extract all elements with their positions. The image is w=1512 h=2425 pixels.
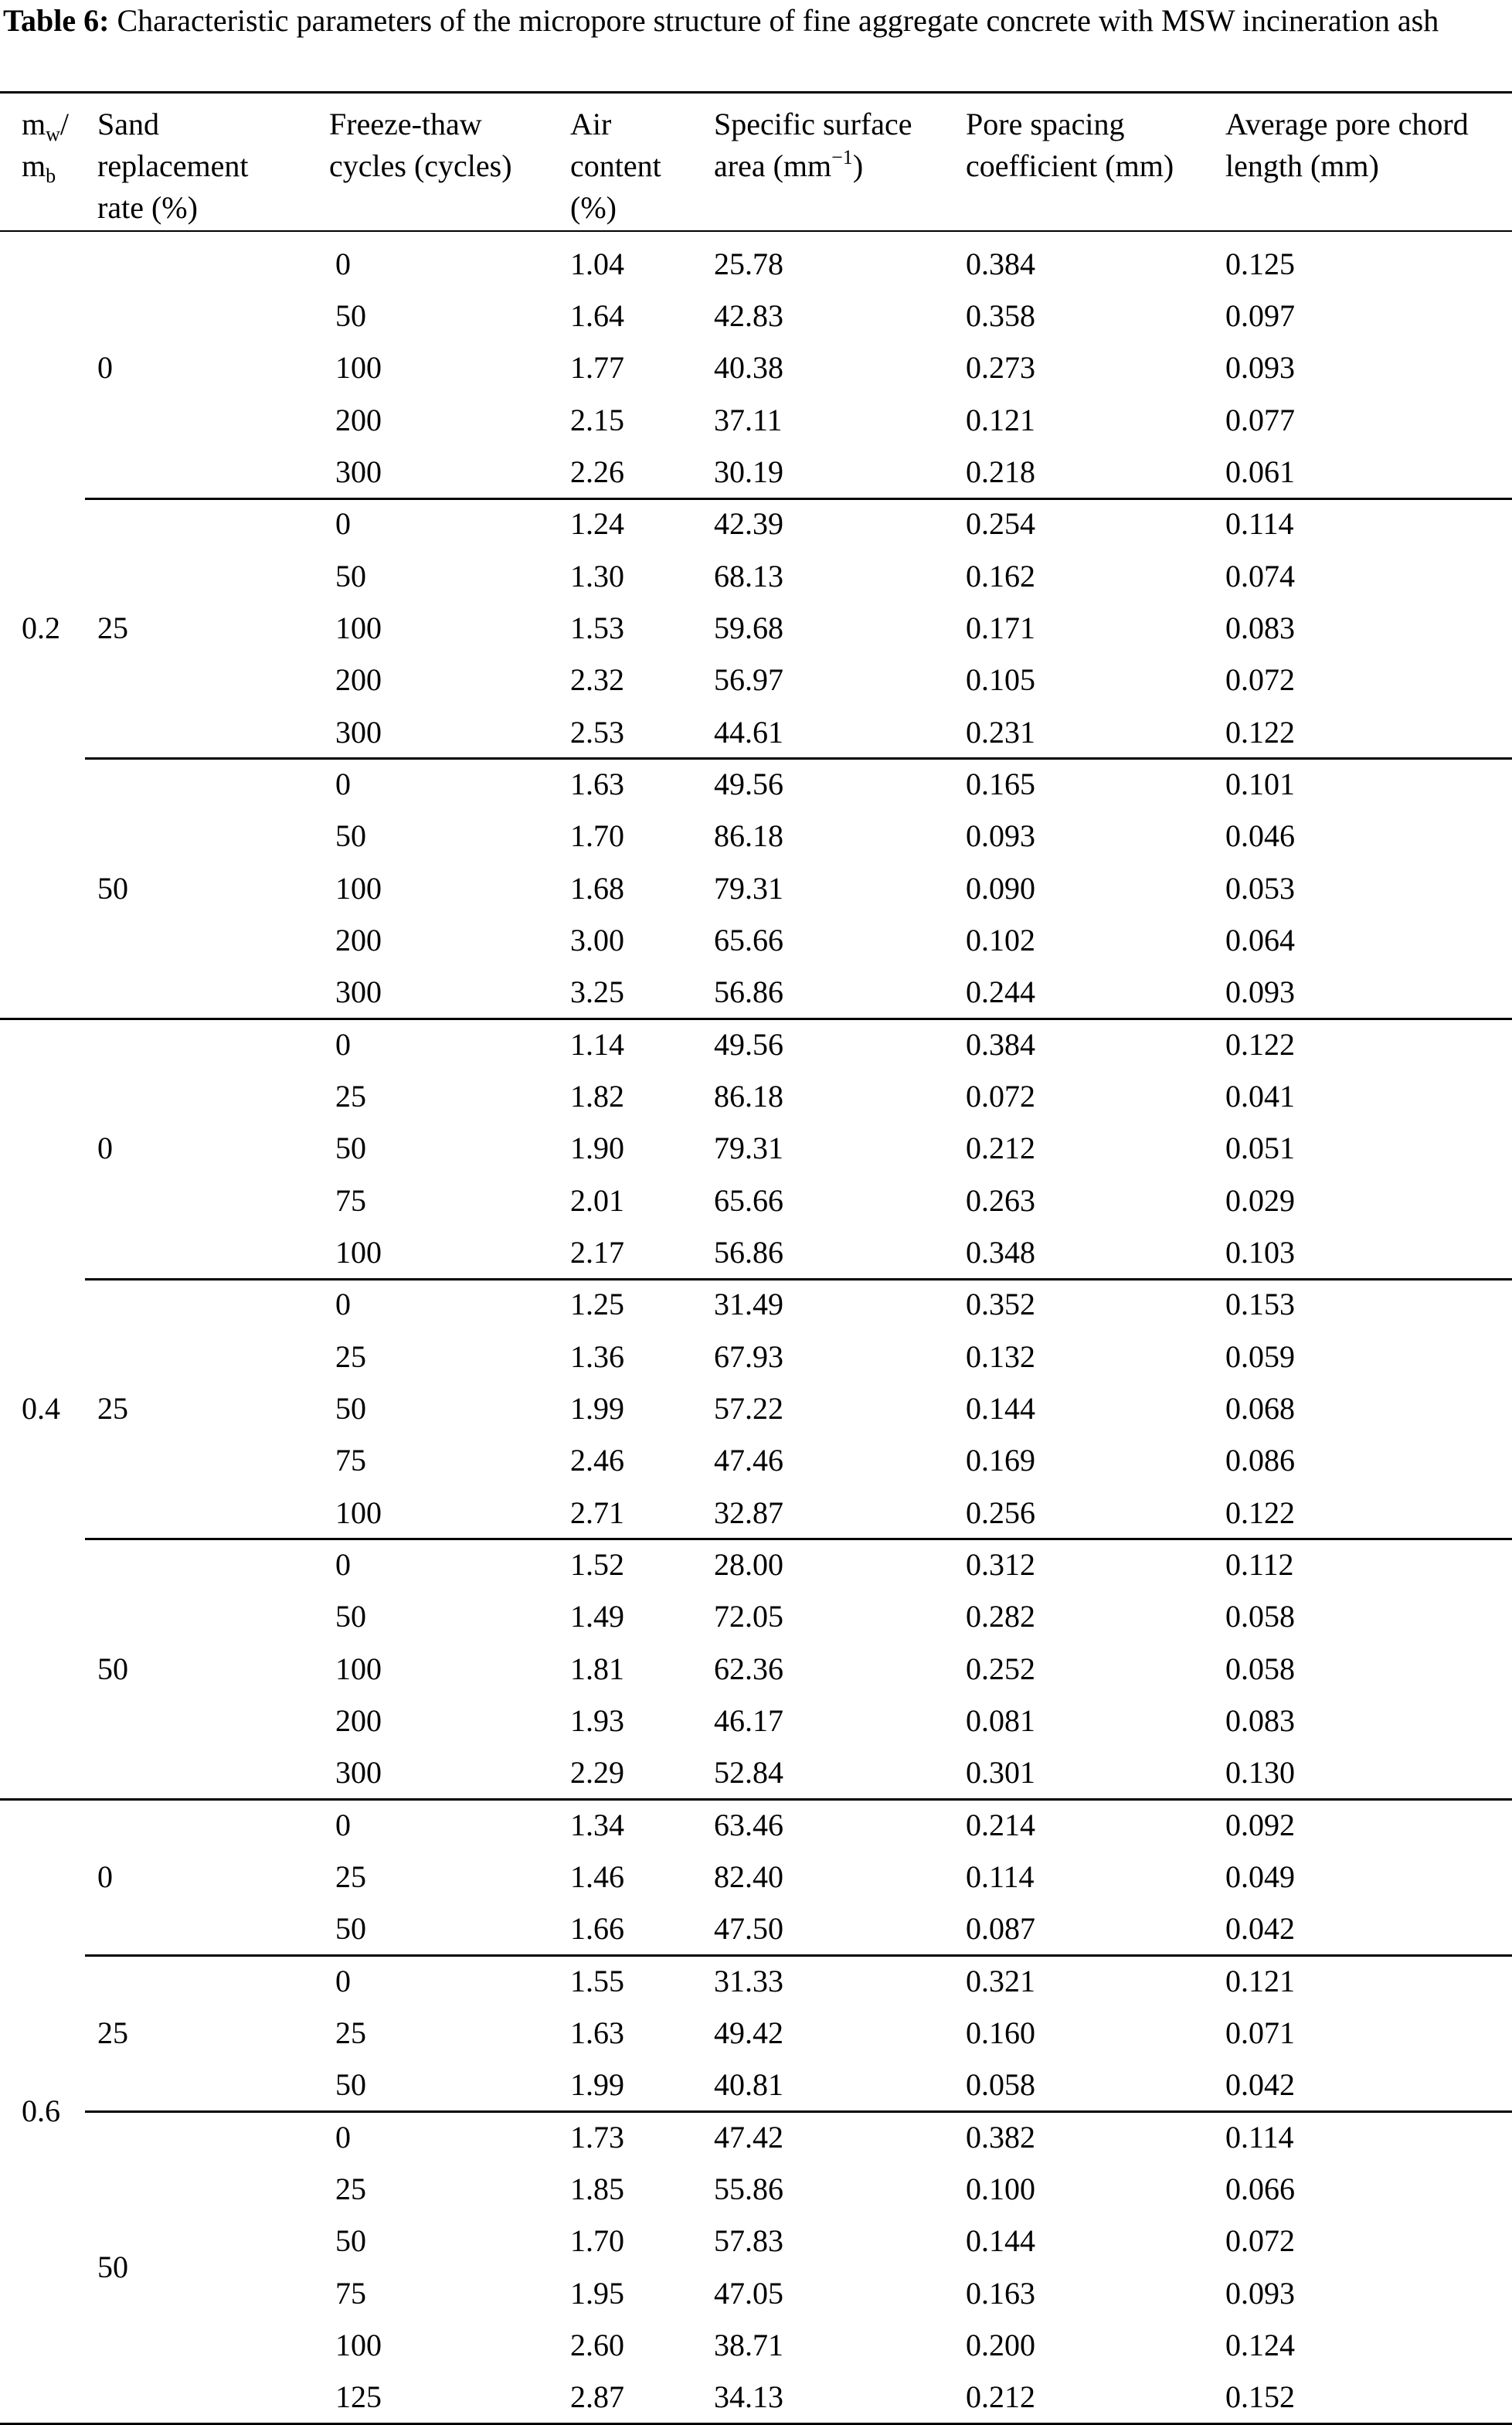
cell-cycles: 100 xyxy=(335,870,382,906)
cell-sand-replacement: 50 xyxy=(97,2249,128,2284)
cell-pore-spacing: 0.169 xyxy=(966,1443,1035,1478)
cell-air-content: 1.85 xyxy=(570,2171,624,2206)
cell-chord-length: 0.071 xyxy=(1225,2015,1295,2050)
cell-pore-spacing: 0.102 xyxy=(966,923,1035,957)
cell-specific-surface: 62.36 xyxy=(714,1651,783,1686)
cell-specific-surface: 49.56 xyxy=(714,767,783,801)
header-specific-surface: Specific surface area $(mm^{-1})$ xyxy=(714,107,912,183)
cell-air-content: 1.14 xyxy=(570,1026,624,1062)
cell-pore-spacing: 0.218 xyxy=(966,454,1035,489)
cell-chord-length: 0.124 xyxy=(1225,2327,1295,2362)
cell-chord-length: 0.122 xyxy=(1225,1495,1295,1530)
cell-specific-surface: 37.11 xyxy=(714,402,783,437)
cell-sand-replacement: 25 xyxy=(97,2015,128,2050)
cell-sand-replacement: 0 xyxy=(97,350,113,386)
cell-chord-length: 0.061 xyxy=(1225,454,1295,489)
cell-chord-length: 0.077 xyxy=(1225,402,1295,437)
cell-pore-spacing: 0.144 xyxy=(966,2223,1035,2259)
cell-pore-spacing: 0.282 xyxy=(966,1599,1035,1634)
cell-air-content: 2.01 xyxy=(570,1182,624,1218)
cell-specific-surface: 72.05 xyxy=(714,1599,783,1634)
table-caption-text: Characteristic parameters of the micropore structure of fine aggregate concrete with MSW incineration ash xyxy=(117,3,1439,38)
header-freeze-thaw: Freeze-thaw cycles (cycles) xyxy=(329,107,512,183)
cell-specific-surface: 40.81 xyxy=(714,2067,783,2103)
cell-air-content: 2.15 xyxy=(570,402,624,437)
cell-cycles: 50 xyxy=(335,1131,366,1166)
cell-chord-length: 0.103 xyxy=(1225,1234,1295,1270)
cell-chord-length: 0.041 xyxy=(1225,1078,1295,1114)
cell-air-content: 1.25 xyxy=(570,1287,624,1322)
cell-chord-length: 0.092 xyxy=(1225,1807,1295,1842)
cell-cycles: 200 xyxy=(335,923,382,957)
cell-pore-spacing: 0.273 xyxy=(966,350,1035,386)
cell-air-content: 1.99 xyxy=(570,2067,624,2103)
cell-specific-surface: 63.46 xyxy=(714,1807,783,1842)
cell-specific-surface: 82.40 xyxy=(714,1859,783,1894)
cell-cycles: 100 xyxy=(335,611,382,645)
cell-chord-length: 0.066 xyxy=(1225,2171,1295,2206)
cell-specific-surface: 28.00 xyxy=(714,1546,783,1582)
cell-chord-length: 0.068 xyxy=(1225,1390,1295,1426)
cell-pore-spacing: 0.244 xyxy=(966,974,1035,1010)
cell-cycles: 0 xyxy=(335,767,351,801)
cell-air-content: 1.46 xyxy=(570,1859,624,1894)
cell-specific-surface: 25.78 xyxy=(714,246,783,281)
cell-cycles: 75 xyxy=(335,2275,366,2311)
cell-specific-surface: 57.83 xyxy=(714,2223,783,2259)
cell-specific-surface: 86.18 xyxy=(714,1078,783,1114)
cell-pore-spacing: 0.212 xyxy=(966,2379,1035,2415)
cell-pore-spacing: 0.090 xyxy=(966,870,1035,906)
cell-pore-spacing: 0.321 xyxy=(966,1963,1035,1998)
cell-chord-length: 0.093 xyxy=(1225,974,1295,1010)
cell-specific-surface: 47.50 xyxy=(714,1911,783,1947)
cell-chord-length: 0.064 xyxy=(1225,923,1295,957)
cell-chord-length: 0.101 xyxy=(1225,767,1295,801)
cell-chord-length: 0.058 xyxy=(1225,1599,1295,1634)
subgroup-rule xyxy=(85,2110,1512,2113)
cell-cycles: 200 xyxy=(335,402,382,437)
cell-cycles: 25 xyxy=(335,2171,366,2206)
cell-chord-length: 0.029 xyxy=(1225,1182,1295,1218)
cell-pore-spacing: 0.200 xyxy=(966,2327,1035,2362)
cell-cycles: 125 xyxy=(335,2379,382,2415)
cell-cycles: 100 xyxy=(335,1651,382,1686)
cell-air-content: 2.46 xyxy=(570,1443,624,1478)
cell-chord-length: 0.121 xyxy=(1225,1963,1295,1998)
cell-cycles: 300 xyxy=(335,454,382,489)
cell-chord-length: 0.122 xyxy=(1225,1026,1295,1062)
table-bottom-rule xyxy=(0,2423,1512,2425)
cell-cycles: 50 xyxy=(335,1390,366,1426)
cell-cycles: 0 xyxy=(335,506,351,542)
header-air-content: Air content (%) xyxy=(570,107,661,225)
cell-pore-spacing: 0.058 xyxy=(966,2067,1035,2103)
cell-cycles: 50 xyxy=(335,2223,366,2259)
cell-cycles: 75 xyxy=(335,1443,366,1478)
cell-pore-spacing: 0.384 xyxy=(966,246,1035,281)
cell-cycles: 300 xyxy=(335,974,382,1010)
cell-specific-surface: 34.13 xyxy=(714,2379,783,2415)
cell-sand-replacement: 25 xyxy=(97,1390,128,1426)
cell-air-content: 2.53 xyxy=(570,714,624,750)
cell-air-content: 1.64 xyxy=(570,298,624,333)
cell-air-content: 1.95 xyxy=(570,2275,624,2311)
cell-specific-surface: 57.22 xyxy=(714,1390,783,1426)
cell-pore-spacing: 0.252 xyxy=(966,1651,1035,1686)
cell-pore-spacing: 0.358 xyxy=(966,298,1035,333)
cell-air-content: 2.60 xyxy=(570,2327,624,2362)
cell-chord-length: 0.093 xyxy=(1225,2275,1295,2311)
cell-specific-surface: 67.93 xyxy=(714,1338,783,1374)
group-rule xyxy=(0,1798,1512,1801)
cell-pore-spacing: 0.312 xyxy=(966,1546,1035,1582)
cell-air-content: 1.70 xyxy=(570,818,624,854)
cell-pore-spacing: 0.214 xyxy=(966,1807,1035,1842)
cell-air-content: 1.68 xyxy=(570,870,624,906)
subgroup-rule xyxy=(85,1954,1512,1957)
cell-air-content: 1.49 xyxy=(570,1599,624,1634)
cell-sand-replacement: 50 xyxy=(97,1651,128,1686)
cell-cycles: 25 xyxy=(335,1078,366,1114)
cell-sand-replacement: 25 xyxy=(97,611,128,645)
subgroup-rule xyxy=(85,1278,1512,1281)
cell-air-content: 3.25 xyxy=(570,974,624,1010)
cell-air-content: 1.73 xyxy=(570,2119,624,2155)
subgroup-rule xyxy=(85,757,1512,760)
cell-air-content: 1.34 xyxy=(570,1807,624,1842)
cell-cycles: 50 xyxy=(335,1599,366,1634)
cell-air-content: 1.77 xyxy=(570,350,624,386)
cell-pore-spacing: 0.384 xyxy=(966,1026,1035,1062)
cell-specific-surface: 68.13 xyxy=(714,558,783,593)
cell-air-content: 1.90 xyxy=(570,1131,624,1166)
cell-chord-length: 0.058 xyxy=(1225,1651,1295,1686)
cell-specific-surface: 56.86 xyxy=(714,974,783,1010)
cell-air-content: 1.81 xyxy=(570,1651,624,1686)
cell-cycles: 300 xyxy=(335,714,382,750)
cell-cycles: 50 xyxy=(335,298,366,333)
cell-cycles: 50 xyxy=(335,2067,366,2103)
table-caption xyxy=(3,0,1510,42)
cell-cycles: 50 xyxy=(335,1911,366,1947)
cell-specific-surface: 47.05 xyxy=(714,2275,783,2311)
cell-ratio: 0.2 xyxy=(22,611,60,645)
header-ratio: $m_w/$ $m_b$ xyxy=(22,107,70,187)
cell-pore-spacing: 0.114 xyxy=(966,1859,1035,1894)
header-pore-spacing: Pore spacing coefficient (mm) xyxy=(966,107,1174,183)
cell-specific-surface: 38.71 xyxy=(714,2327,783,2362)
cell-air-content: 1.63 xyxy=(570,2015,624,2050)
cell-chord-length: 0.153 xyxy=(1225,1287,1295,1322)
cell-specific-surface: 79.31 xyxy=(714,1131,783,1166)
cell-specific-surface: 59.68 xyxy=(714,611,783,645)
group-rule xyxy=(0,1018,1512,1020)
cell-cycles: 100 xyxy=(335,350,382,386)
cell-pore-spacing: 0.212 xyxy=(966,1131,1035,1166)
subgroup-rule xyxy=(85,498,1512,500)
cell-air-content: 2.71 xyxy=(570,1495,624,1530)
cell-specific-surface: 31.49 xyxy=(714,1287,783,1322)
cell-chord-length: 0.125 xyxy=(1225,246,1295,281)
cell-specific-surface: 47.46 xyxy=(714,1443,783,1478)
cell-air-content: 2.87 xyxy=(570,2379,624,2415)
cell-ratio: 0.6 xyxy=(22,2093,60,2128)
cell-chord-length: 0.083 xyxy=(1225,1702,1295,1738)
cell-cycles: 0 xyxy=(335,1963,351,1998)
cell-pore-spacing: 0.081 xyxy=(966,1702,1035,1738)
cell-air-content: 1.24 xyxy=(570,506,624,542)
header-top-rule xyxy=(0,91,1512,94)
cell-cycles: 200 xyxy=(335,662,382,698)
cell-chord-length: 0.046 xyxy=(1225,818,1295,854)
cell-pore-spacing: 0.160 xyxy=(966,2015,1035,2050)
cell-pore-spacing: 0.165 xyxy=(966,767,1035,801)
cell-chord-length: 0.114 xyxy=(1225,506,1294,542)
cell-pore-spacing: 0.231 xyxy=(966,714,1035,750)
cell-chord-length: 0.093 xyxy=(1225,350,1295,386)
cell-cycles: 50 xyxy=(335,818,366,854)
cell-chord-length: 0.122 xyxy=(1225,714,1295,750)
cell-air-content: 1.99 xyxy=(570,1390,624,1426)
cell-air-content: 2.29 xyxy=(570,1755,624,1791)
cell-air-content: 3.00 xyxy=(570,923,624,957)
cell-pore-spacing: 0.301 xyxy=(966,1755,1035,1791)
table-caption-label: Table 6: xyxy=(3,3,110,38)
cell-specific-surface: 65.66 xyxy=(714,923,783,957)
cell-sand-replacement: 50 xyxy=(97,870,128,906)
cell-chord-length: 0.114 xyxy=(1225,2119,1294,2155)
cell-pore-spacing: 0.100 xyxy=(966,2171,1035,2206)
cell-pore-spacing: 0.105 xyxy=(966,662,1035,698)
header-bottom-rule xyxy=(0,230,1512,232)
cell-pore-spacing: 0.352 xyxy=(966,1287,1035,1322)
subgroup-rule xyxy=(85,1538,1512,1540)
cell-specific-surface: 47.42 xyxy=(714,2119,783,2155)
cell-specific-surface: 79.31 xyxy=(714,870,783,906)
cell-specific-surface: 86.18 xyxy=(714,818,783,854)
cell-specific-surface: 52.84 xyxy=(714,1755,783,1791)
cell-cycles: 0 xyxy=(335,246,351,281)
cell-pore-spacing: 0.132 xyxy=(966,1338,1035,1374)
cell-sand-replacement: 0 xyxy=(97,1859,113,1894)
header-sand-replacement: Sand replacement rate (%) xyxy=(97,107,249,225)
cell-specific-surface: 30.19 xyxy=(714,454,783,489)
cell-chord-length: 0.049 xyxy=(1225,1859,1295,1894)
cell-air-content: 1.04 xyxy=(570,246,624,281)
cell-specific-surface: 44.61 xyxy=(714,714,783,750)
cell-cycles: 100 xyxy=(335,2327,382,2362)
cell-chord-length: 0.086 xyxy=(1225,1443,1295,1478)
cell-cycles: 300 xyxy=(335,1755,382,1791)
cell-cycles: 0 xyxy=(335,1026,351,1062)
cell-cycles: 25 xyxy=(335,1338,366,1374)
cell-chord-length: 0.042 xyxy=(1225,1911,1295,1947)
cell-cycles: 200 xyxy=(335,1702,382,1738)
cell-air-content: 1.82 xyxy=(570,1078,624,1114)
cell-cycles: 0 xyxy=(335,2119,351,2155)
cell-cycles: 100 xyxy=(335,1495,382,1530)
cell-pore-spacing: 0.256 xyxy=(966,1495,1035,1530)
cell-specific-surface: 49.42 xyxy=(714,2015,783,2050)
cell-air-content: 1.66 xyxy=(570,1911,624,1947)
cell-air-content: 1.36 xyxy=(570,1338,624,1374)
cell-pore-spacing: 0.263 xyxy=(966,1182,1035,1218)
cell-cycles: 25 xyxy=(335,1859,366,1894)
cell-chord-length: 0.097 xyxy=(1225,298,1295,333)
cell-specific-surface: 65.66 xyxy=(714,1182,783,1218)
cell-air-content: 1.55 xyxy=(570,1963,624,1998)
cell-chord-length: 0.130 xyxy=(1225,1755,1295,1791)
cell-air-content: 2.26 xyxy=(570,454,624,489)
cell-specific-surface: 56.86 xyxy=(714,1234,783,1270)
cell-specific-surface: 32.87 xyxy=(714,1495,783,1530)
cell-specific-surface: 42.39 xyxy=(714,506,783,542)
cell-air-content: 2.17 xyxy=(570,1234,624,1270)
cell-chord-length: 0.051 xyxy=(1225,1131,1295,1166)
cell-chord-length: 0.072 xyxy=(1225,2223,1295,2259)
cell-air-content: 1.52 xyxy=(570,1546,624,1582)
cell-pore-spacing: 0.162 xyxy=(966,558,1035,593)
cell-pore-spacing: 0.348 xyxy=(966,1234,1035,1270)
cell-specific-surface: 49.56 xyxy=(714,1026,783,1062)
cell-pore-spacing: 0.254 xyxy=(966,506,1035,542)
cell-chord-length: 0.072 xyxy=(1225,662,1295,698)
cell-chord-length: 0.059 xyxy=(1225,1338,1295,1374)
cell-pore-spacing: 0.072 xyxy=(966,1078,1035,1114)
cell-chord-length: 0.152 xyxy=(1225,2379,1295,2415)
cell-chord-length: 0.074 xyxy=(1225,558,1295,593)
cell-chord-length: 0.083 xyxy=(1225,611,1295,645)
cell-pore-spacing: 0.121 xyxy=(966,402,1035,437)
cell-pore-spacing: 0.093 xyxy=(966,818,1035,854)
cell-pore-spacing: 0.171 xyxy=(966,611,1035,645)
cell-specific-surface: 42.83 xyxy=(714,298,783,333)
cell-cycles: 0 xyxy=(335,1546,351,1582)
cell-pore-spacing: 0.087 xyxy=(966,1911,1035,1947)
cell-pore-spacing: 0.382 xyxy=(966,2119,1035,2155)
cell-air-content: 1.30 xyxy=(570,558,624,593)
cell-specific-surface: 55.86 xyxy=(714,2171,783,2206)
cell-pore-spacing: 0.144 xyxy=(966,1390,1035,1426)
cell-chord-length: 0.112 xyxy=(1225,1546,1294,1582)
cell-air-content: 1.70 xyxy=(570,2223,624,2259)
cell-cycles: 75 xyxy=(335,1182,366,1218)
cell-ratio: 0.4 xyxy=(22,1390,60,1426)
cell-air-content: 1.53 xyxy=(570,611,624,645)
cell-cycles: 100 xyxy=(335,1234,382,1270)
cell-cycles: 25 xyxy=(335,2015,366,2050)
cell-specific-surface: 56.97 xyxy=(714,662,783,698)
cell-chord-length: 0.042 xyxy=(1225,2067,1295,2103)
header-chord-length: Average pore chord length (mm) xyxy=(1225,107,1469,183)
cell-specific-surface: 40.38 xyxy=(714,350,783,386)
cell-cycles: 50 xyxy=(335,558,366,593)
cell-pore-spacing: 0.163 xyxy=(966,2275,1035,2311)
cell-air-content: 2.32 xyxy=(570,662,624,698)
cell-specific-surface: 31.33 xyxy=(714,1963,783,1998)
cell-cycles: 0 xyxy=(335,1287,351,1322)
cell-specific-surface: 46.17 xyxy=(714,1702,783,1738)
cell-cycles: 0 xyxy=(335,1807,351,1842)
cell-chord-length: 0.053 xyxy=(1225,870,1295,906)
cell-sand-replacement: 0 xyxy=(97,1131,113,1166)
cell-air-content: 1.93 xyxy=(570,1702,624,1738)
cell-air-content: 1.63 xyxy=(570,767,624,801)
